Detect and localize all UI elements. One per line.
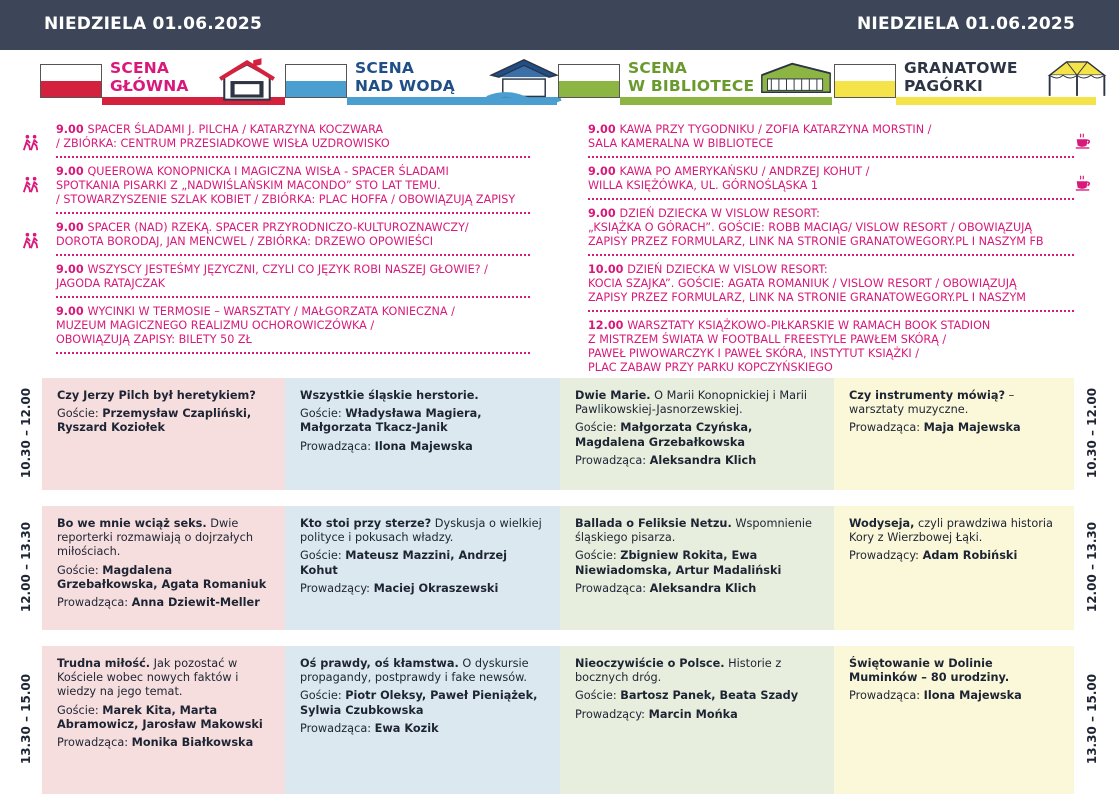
scene-name-line1: SCENA <box>355 59 415 77</box>
event-line <box>588 137 1074 151</box>
event-line <box>588 123 1074 137</box>
session-bold: Małgorzata Czyńska, Magdalena Grzebałkowska <box>575 421 753 449</box>
event-line <box>588 165 1074 179</box>
event-text: WYCINKI W TERMOSIE – WARSZTATY / MAŁGORZATA KONIECZNA / <box>87 305 455 318</box>
scene-name-line2: GŁÓWNA <box>110 77 189 95</box>
event-text: / STOWARZYSZENIE SZLAK KOBIET / ZBIÓRKA: PLAC HOFFA / OBOWIĄZUJĄ ZAPISY <box>56 193 516 206</box>
event-text: SPACER ŚLADAMI J. PILCHA / KATARZYNA KOCZWARA <box>87 123 384 136</box>
scene-flag <box>285 64 347 98</box>
scene-name-line1: GRANATOWE <box>904 59 1018 77</box>
session-text: Goście: <box>575 689 621 703</box>
session-bold: Przemysław Czapliński, Ryszard Koziołek <box>57 407 252 435</box>
event-time: 9.00 <box>588 165 620 178</box>
scene-name <box>110 59 189 95</box>
session-text: Goście: <box>300 689 346 703</box>
time-slot-row <box>42 506 1074 630</box>
session-text: Goście: <box>575 421 621 435</box>
session-text: Wspomnienie śląskiego pisarza. <box>575 517 812 545</box>
event-time: 10.00 <box>588 263 628 276</box>
walking-people-icon <box>22 176 40 198</box>
event-text: SALA KAMERALNA W BIBLIOTECE <box>588 137 774 150</box>
event-item <box>56 162 530 214</box>
session-paragraph <box>300 517 548 545</box>
coffee-cup-icon <box>1074 132 1092 154</box>
session-paragraph <box>300 582 548 596</box>
event-text: KAWA PO AMERYKAŃSKU / ANDRZEJ KOHUT / <box>619 165 870 178</box>
event-line <box>56 165 530 179</box>
session-bold: Mateusz Mazzini, Andrzej Kohut <box>300 549 508 577</box>
session-paragraph <box>300 549 548 577</box>
session-text: Prowadzący: <box>575 707 649 721</box>
event-line <box>588 263 1074 277</box>
time-label-left: 12.00 – 13.30 <box>19 521 33 613</box>
event-text: PAWEŁ PIWOWARCZYK I PAWEŁ SKÓRA, INSTYTUT KSIĄŻKI / <box>588 347 919 360</box>
session-bold: Maja Majewska <box>923 421 1021 435</box>
event-line <box>56 123 530 137</box>
session-bold: Nieoczywiście o Polsce. <box>575 657 725 670</box>
session-text: Prowadząca: <box>849 689 924 703</box>
session-text: Historie z bocznych dróg. <box>575 657 782 685</box>
session-text: Goście: <box>57 563 103 577</box>
walking-people-icon <box>22 232 40 254</box>
event-line <box>56 235 530 249</box>
event-item <box>56 260 530 298</box>
event-line <box>588 207 1074 221</box>
event-item <box>56 120 530 158</box>
scene-name <box>628 59 754 95</box>
session-bold: Dwie Marie. <box>575 389 651 402</box>
session-paragraph <box>300 657 548 685</box>
event-time: 9.00 <box>56 123 88 136</box>
event-item <box>588 204 1074 256</box>
session-text: Goście: <box>300 549 346 563</box>
event-text: MUZEUM MAGICZNEGO REALIZMU OCHOROWICZÓWKA / <box>56 319 375 332</box>
events-right-column <box>588 120 1074 382</box>
time-label-right: 13.30 – 15.00 <box>1085 673 1099 765</box>
session-text: Goście: <box>575 549 621 563</box>
event-line <box>588 277 1074 291</box>
session-cell <box>285 506 560 630</box>
event-text: WILLA KSIĘŻÓWKA, UL. GÓRNOŚLĄSKA 1 <box>588 179 819 192</box>
session-paragraph <box>575 689 822 703</box>
session-cell <box>560 378 834 490</box>
session-cell <box>560 506 834 630</box>
event-line <box>56 277 530 291</box>
event-text: KAWA PRZY TYGODNIKU / ZOFIA KATARZYNA MORSTIN / <box>619 123 932 136</box>
session-bold: Ilona Majewska <box>923 689 1022 703</box>
session-paragraph <box>849 421 1062 435</box>
session-bold: Marcin Mońka <box>648 707 738 721</box>
session-paragraph <box>57 407 273 435</box>
session-cell <box>285 646 560 794</box>
session-text: Prowadząca: <box>575 453 650 467</box>
event-line <box>56 333 530 347</box>
session-paragraph <box>57 704 273 732</box>
session-text: Prowadząca: <box>575 581 650 595</box>
event-line <box>56 305 530 319</box>
session-cell <box>42 378 285 490</box>
time-label-right: 10.30 – 12.00 <box>1085 387 1099 479</box>
session-text: – warsztaty muzyczne. <box>849 389 1015 417</box>
session-bold: Marek Kita, Marta Abramowicz, Jarosław Makowski <box>57 703 263 731</box>
session-text: Prowadząca: <box>849 421 924 435</box>
header-bar <box>0 0 1119 50</box>
event-text: WARSZTATY KSIĄŻKOWO-PIŁKARSKIE W RAMACH BOOK STADION <box>627 319 991 332</box>
session-paragraph <box>575 582 822 596</box>
session-paragraph <box>57 389 273 403</box>
session-bold: Trudna miłość. <box>57 657 151 670</box>
scene-flag <box>40 64 102 98</box>
event-text: / ZBIÓRKA: CENTRUM PRZESIADKOWE WISŁA UZDROWISKO <box>56 137 390 150</box>
event-line <box>588 319 1074 333</box>
time-slot-row <box>42 646 1074 794</box>
scene-1 <box>40 56 285 110</box>
event-text: ZAPISY PRZEZ FORMULARZ, LINK NA STRONIE GRANATOWEGORY.PL I NASZYM FB <box>588 235 1044 248</box>
session-text: czyli prawdziwa historia Kory z Wierzbowej Łąki. <box>849 517 1053 545</box>
house-icon <box>216 54 278 110</box>
session-bold: Aleksandra Klich <box>649 581 757 595</box>
event-text: JAGODA RATAJCZAK <box>56 277 166 290</box>
event-item <box>56 302 530 354</box>
session-text: Prowadzący: <box>849 549 923 563</box>
session-cell <box>834 378 1074 490</box>
date-right: NIEDZIELA 01.06.2025 <box>857 14 1075 34</box>
event-line <box>588 235 1074 249</box>
session-paragraph <box>300 389 548 403</box>
session-bold: Magdalena Grzebałkowska, Agata Romaniuk <box>57 563 267 591</box>
event-time: 9.00 <box>588 207 620 220</box>
session-text: Dyskusja o wielkiej polityce i pokusach władzy. <box>300 517 542 545</box>
coffee-cup-icon <box>1074 174 1092 196</box>
event-text: PLAC ZABAW PRZY PARKU KOPCZYŃSKIEGO <box>588 361 833 374</box>
session-text: Prowadząca: <box>57 596 132 610</box>
session-paragraph <box>849 657 1062 685</box>
event-line <box>588 291 1074 305</box>
session-bold: Czy instrumenty mówią? <box>849 389 1006 402</box>
session-bold: Adam Robiński <box>922 549 1018 563</box>
session-bold: Władysława Magiera, Małgorzata Tkacz-Janik <box>300 407 482 435</box>
scene-2 <box>285 56 557 110</box>
session-paragraph <box>57 596 273 610</box>
session-cell <box>834 506 1074 630</box>
event-line <box>588 221 1074 235</box>
session-paragraph <box>57 657 273 700</box>
event-item <box>588 260 1074 312</box>
time-label-left: 10.30 – 12.00 <box>19 387 33 479</box>
session-bold: Wszystkie śląskie herstorie. <box>300 389 479 402</box>
session-paragraph <box>57 517 273 560</box>
session-paragraph <box>849 389 1062 417</box>
session-paragraph <box>575 517 822 545</box>
scene-name-line1: SCENA <box>110 59 170 77</box>
session-paragraph <box>300 407 548 435</box>
event-text: DZIEŃ DZIECKA W VISLOW RESORT: <box>627 263 828 276</box>
session-paragraph <box>575 421 822 449</box>
session-paragraph <box>849 517 1062 545</box>
event-text: SPOTKANIA PISARKI Z „NADWIŚLAŃSKIM MACONDO” STO LAT TEMU. <box>56 179 441 192</box>
scene-name-line2: W BIBLIOTECE <box>628 77 755 95</box>
event-item <box>588 120 1074 158</box>
session-cell <box>285 378 560 490</box>
event-item <box>588 162 1074 200</box>
session-bold: Ewa Kozik <box>374 721 439 735</box>
session-text: Goście: <box>57 703 103 717</box>
session-bold: Ballada o Feliksie Netzu. <box>575 517 732 530</box>
event-line <box>588 361 1074 375</box>
session-bold: Zbigniew Rokita, Ewa Niewiadomska, Artur Madaliński <box>575 549 782 577</box>
event-text: WSZYSCY JESTEŚMY JĘZYCZNI, CZYLI CO JĘZYK ROBI NASZEJ GŁOWIE? / <box>87 263 488 276</box>
session-bold: Świętowanie w Dolinie Muminków – 80 urodziny. <box>849 657 1010 685</box>
event-text: DZIEŃ DZIECKA W VISLOW RESORT: <box>619 207 820 220</box>
session-bold: Aleksandra Klich <box>649 453 757 467</box>
tent-icon <box>1044 54 1110 106</box>
scene-flag <box>558 64 620 98</box>
library-icon <box>758 54 834 106</box>
session-bold: Bo we mnie wciąż seks. <box>57 517 207 530</box>
session-text: Jak pozostać w Kościele wobec nowych faktów i wiedzy na jego temat. <box>57 657 239 699</box>
session-bold: Kto stoi przy sterze? <box>300 517 432 530</box>
event-line <box>588 333 1074 347</box>
scene-name <box>355 59 455 95</box>
event-text: „KSIĄŻKA O GÓRACH”. GOŚCIE: ROBB MACIĄG/ VISLOW RESORT / OBOWIĄZUJĄ <box>588 221 1033 234</box>
session-paragraph <box>575 454 822 468</box>
session-paragraph <box>575 389 822 417</box>
session-bold: Ilona Majewska <box>374 439 473 453</box>
session-text: Goście: <box>57 407 103 421</box>
session-bold: Anna Dziewit-Meller <box>131 596 260 610</box>
event-time: 9.00 <box>56 165 88 178</box>
session-bold: Oś prawdy, oś kłamstwa. <box>300 657 459 670</box>
event-text: OBOWIĄZUJĄ ZAPISY: BILETY 50 ZŁ <box>56 333 252 346</box>
session-text: O dyskursie propagandy, postprawdy i fake newsów. <box>300 657 529 685</box>
session-paragraph <box>57 736 273 750</box>
event-line <box>588 347 1074 361</box>
session-cell <box>42 646 285 794</box>
session-paragraph <box>57 564 273 592</box>
time-label-left: 13.30 – 15.00 <box>19 673 33 765</box>
session-text: Prowadząca: <box>300 721 375 735</box>
events-left-column <box>56 120 530 354</box>
time-slot-row <box>42 378 1074 490</box>
session-text: O Marii Konopnickiej i Marii Pawlikowskiej-Jasnorzewskiej. <box>575 389 807 417</box>
pavilion-icon <box>485 54 563 112</box>
session-paragraph <box>300 722 548 736</box>
session-bold: Maciej Okraszewski <box>373 581 499 595</box>
event-time: 12.00 <box>588 319 628 332</box>
event-line <box>56 193 530 207</box>
event-line <box>56 221 530 235</box>
event-time: 9.00 <box>56 221 88 234</box>
event-text: SPACER (NAD) RZEKĄ. SPACER PRZYRODNICZO-KULTUROZNAWCZY/ <box>87 221 469 234</box>
scene-name-line2: PAGÓRKI <box>904 77 983 95</box>
session-paragraph <box>575 657 822 685</box>
session-paragraph <box>300 689 548 717</box>
session-cell <box>560 646 834 794</box>
event-item <box>56 218 530 256</box>
event-text: Z MISTRZEM ŚWIATA W FOOTBALL FREESTYLE PAWŁEM SKÓRĄ / <box>588 333 947 346</box>
session-bold: Piotr Oleksy, Paweł Pieniążek, Sylwia Czubkowska <box>300 689 538 717</box>
session-text: Prowadząca: <box>57 736 132 750</box>
event-line <box>56 179 530 193</box>
event-text: QUEEROWA KONOPNICKA I MAGICZNA WISŁA - SPACER ŚLADAMI <box>87 165 449 178</box>
scene-flag <box>834 64 896 98</box>
session-paragraph <box>575 708 822 722</box>
scene-4 <box>834 56 1096 110</box>
event-time: 9.00 <box>588 123 620 136</box>
scene-name-line2: NAD WODĄ <box>355 77 455 95</box>
time-label-right: 12.00 – 13.30 <box>1085 521 1099 613</box>
scene-3 <box>558 56 832 110</box>
event-text: KOCIA SZAJKA”. GOŚCIE: AGATA ROMANIUK / VISLOW RESORT / OBOWIĄZUJĄ <box>588 277 1017 290</box>
scene-name <box>904 59 1018 95</box>
session-paragraph <box>575 549 822 577</box>
event-text: ZAPISY PRZEZ FORMULARZ, LINK NA STRONIE GRANATOWEGORY.PL I NASZYM <box>588 291 1026 304</box>
session-text: Dwie reporterki rozmawiają o dojrzałych miłościach. <box>57 517 253 559</box>
session-bold: Czy Jerzy Pilch był heretykiem? <box>57 389 256 402</box>
session-cell <box>42 506 285 630</box>
session-bold: Monika Białkowska <box>131 736 254 750</box>
event-line <box>56 137 530 151</box>
event-time: 9.00 <box>56 305 88 318</box>
event-item <box>588 316 1074 382</box>
session-text: Prowadzący: <box>300 581 374 595</box>
event-line <box>588 179 1074 193</box>
session-paragraph <box>300 440 548 454</box>
session-cell <box>834 646 1074 794</box>
date-left: NIEDZIELA 01.06.2025 <box>44 14 262 34</box>
session-bold: Bartosz Panek, Beata Szady <box>620 689 799 703</box>
scene-name-line1: SCENA <box>628 59 688 77</box>
session-paragraph <box>849 689 1062 703</box>
session-paragraph <box>849 549 1062 563</box>
event-time: 9.00 <box>56 263 88 276</box>
event-line <box>56 319 530 333</box>
session-text: Prowadząca: <box>300 439 375 453</box>
event-line <box>56 263 530 277</box>
event-text: DOROTA BORODAJ, JAN MENCWEL / ZBIÓRKA: DRZEWO OPOWIEŚCI <box>56 235 434 248</box>
walking-people-icon <box>22 134 40 156</box>
session-bold: Wodyseja, <box>849 517 915 530</box>
session-text: Goście: <box>300 407 346 421</box>
